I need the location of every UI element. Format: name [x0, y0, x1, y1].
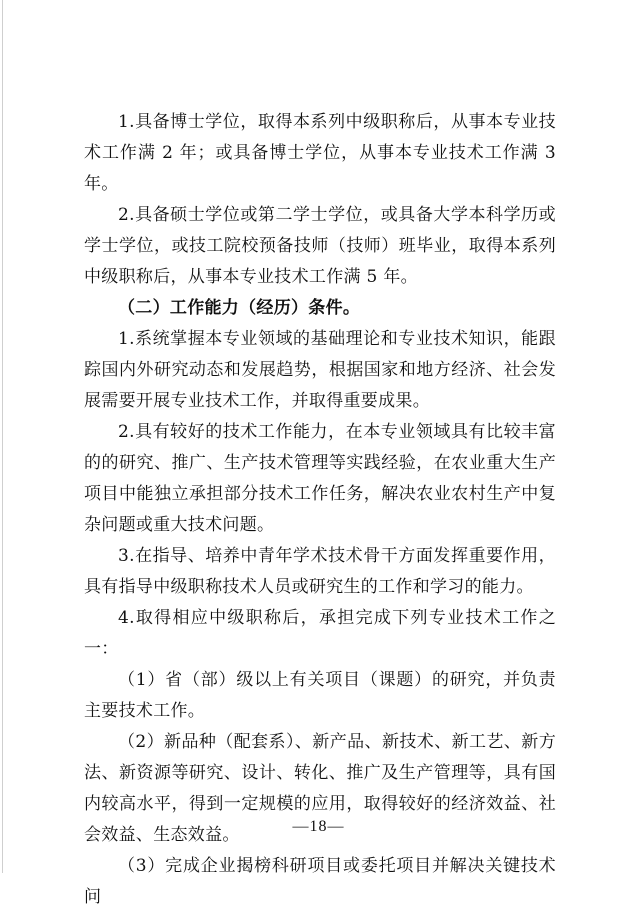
page-number: —18— [292, 818, 345, 835]
paragraph-ability-4: 4.取得相应中级职称后，承担完成下列专业技术工作之一： [84, 608, 556, 659]
document-body [84, 107, 556, 913]
paragraph-doctorate-requirement: 1.具备博士学位，取得本系列中级职称后，从事本专业技术工作满 2 年；或具备博士学位，从事本专业技术工作满 3 年。 [84, 112, 556, 194]
paragraph-ability-2: 2.具有较好的技术工作能力，在本专业领域具有比较丰富的的研究、推广、生产技术管理等实践经验，在农业重大生产项目中能独立承担部分技术工作任务，解决农业农村生产中复杂问题或重大技术问题。 [84, 422, 556, 535]
paragraph-ability-1: 1.系统掌握本专业领域的基础理论和专业技术知识，能跟踪国内外研究动态和发展趋势，根据国家和地方经济、社会发展需要开展专业技术工作，并取得重要成果。 [84, 329, 556, 411]
list-item-2: （2）新品种（配套系）、新产品、新技术、新工艺、新方法、新资源等研究、设计、转化、推广及生产管理等，具有国内较高水平，得到一定规模的应用，取得较好的经济效益、社会效益、生态效益。 [84, 732, 556, 845]
paragraph-ability-3: 3.在指导、培养中青年学术技术骨干方面发挥重要作用，具有指导中级职称技术人员或研究生的工作和学习的能力。 [84, 546, 556, 597]
page-left-edge [2, 0, 3, 873]
section-heading-work-ability: （二）工作能力（经历）条件。 [118, 298, 361, 318]
list-item-1: （1）省（部）级以上有关项目（课题）的研究，并负责主要技术工作。 [84, 670, 556, 721]
paragraph-master-requirement: 2.具备硕士学位或第二学士学位，或具备大学本科学历或学士学位，或技工院校预备技师（技师）班毕业，取得本系列中级职称后，从事本专业技术工作满 5 年。 [84, 205, 556, 287]
list-item-3: （3）完成企业揭榜科研项目或委托项目并解决关键技术问 [84, 856, 556, 907]
